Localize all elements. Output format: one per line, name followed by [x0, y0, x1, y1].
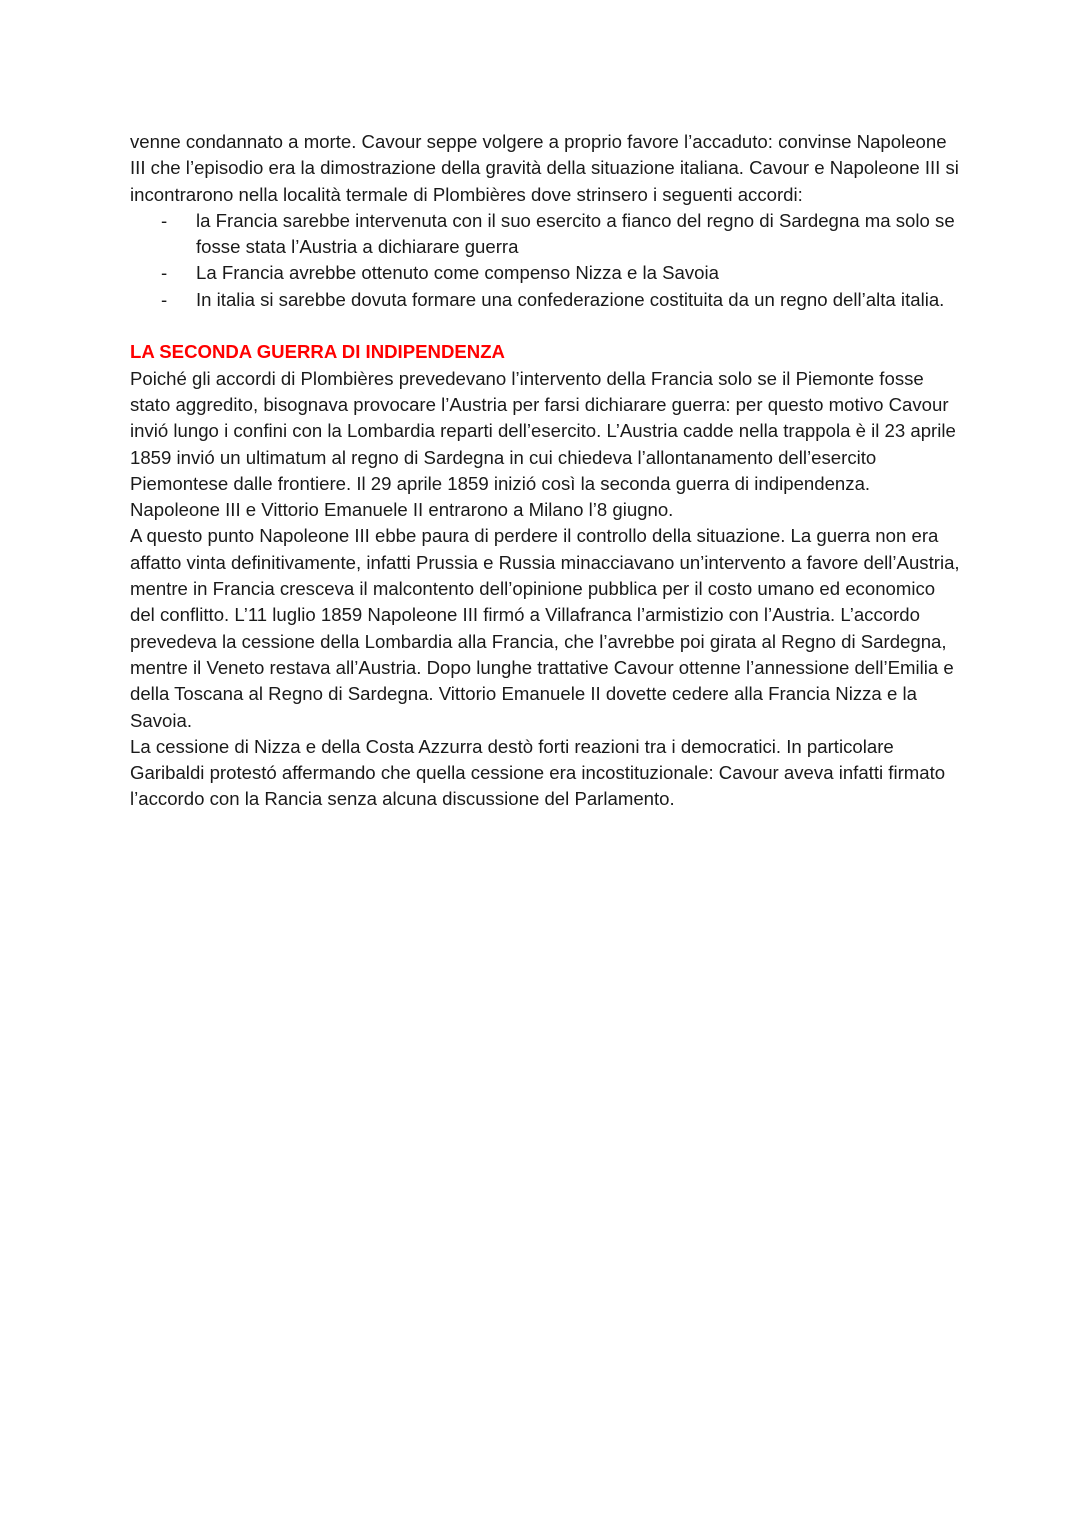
list-item — [130, 208, 960, 261]
paragraph-spacer — [130, 313, 960, 339]
bullet-dash: - — [161, 288, 168, 310]
accordi-list — [130, 208, 960, 313]
list-item-text: la Francia sarebbe intervenuta con il suo esercito a fianco del regno di Sardegna ma solo se fosse stata l’Austria a dichiarare guerra — [196, 209, 955, 258]
section-paragraph: La cessione di Nizza e della Costa Azzurra destò forti reazioni tra i democratici. In particolare Garibaldi protestó affermando che quella cessione era incostituzionale: Cavour aveva infatti firmato l’accordo con la Rancia senza alcuna discussione del Parlamento. — [130, 735, 946, 810]
list-item-text: In italia si sarebbe dovuta formare una confederazione costituita da un regno dell’alta italia. — [196, 288, 945, 310]
section-heading: LA SECONDA GUERRA DI INDIPENDENZA — [130, 341, 505, 363]
section-paragraph: A questo punto Napoleone III ebbe paura di perdere il controllo della situazione. La guerra non era affatto vinta definitivamente, infatti Prussia e Russia minacciavano un’intervento a favore dell’Austria, mentre in Francia cresceva il malcontento dell’opinione pubblica per il costo umano ed economico del conflitto. L’11 luglio 1859 Napoleone III firmó a Villafranca l’armistizio con l’Austria. L’accordo prevedeva la cessione della Lombardia alla Francia, che l’avrebbe poi girata al Regno di Sardegna, mentre il Veneto restava all’Austria. Dopo lunghe trattative Cavour ottenne l’annessione dell’Emilia e della Toscana al Regno di Sardegna. Vittorio Emanuele II dovette cedere alla Francia Nizza e la Savoia. — [130, 525, 960, 731]
list-item — [130, 260, 960, 286]
intro-paragraph: venne condannato a morte. Cavour seppe volgere a proprio favore l’accaduto: convinse Napoleone III che l’episodio era la dimostrazione della gravità della situazione italiana. Cavour e Napoleone III si incontrarono nella località termale di Plombières dove strinsero i seguenti accordi: — [130, 131, 959, 205]
list-item — [130, 287, 960, 313]
list-item-text: La Francia avrebbe ottenuto come compenso Nizza e la Savoia — [196, 262, 719, 284]
document-page — [130, 129, 960, 813]
bullet-dash: - — [161, 209, 168, 231]
bullet-dash: - — [161, 262, 168, 284]
section-paragraph: Poiché gli accordi di Plombières prevedevano l’intervento della Francia solo se il Piemonte fosse stato aggredito, bisognava provocare l’Austria per farsi dichiarare guerra: per questo motivo Cavour invió lungo i confini con la Lombardia reparti dell’esercito. L’Austria cadde nella trappola è il 23 aprile 1859 invió un ultimatum al regno di Sardegna in cui chiedeva l’allontanamento dell’esercito Piemontese dalle frontiere. Il 29 aprile 1859 inizió così la seconda guerra di indipendenza. Napoleone III e Vittorio Emanuele II entrarono a Milano l’8 giugno. — [130, 367, 956, 521]
